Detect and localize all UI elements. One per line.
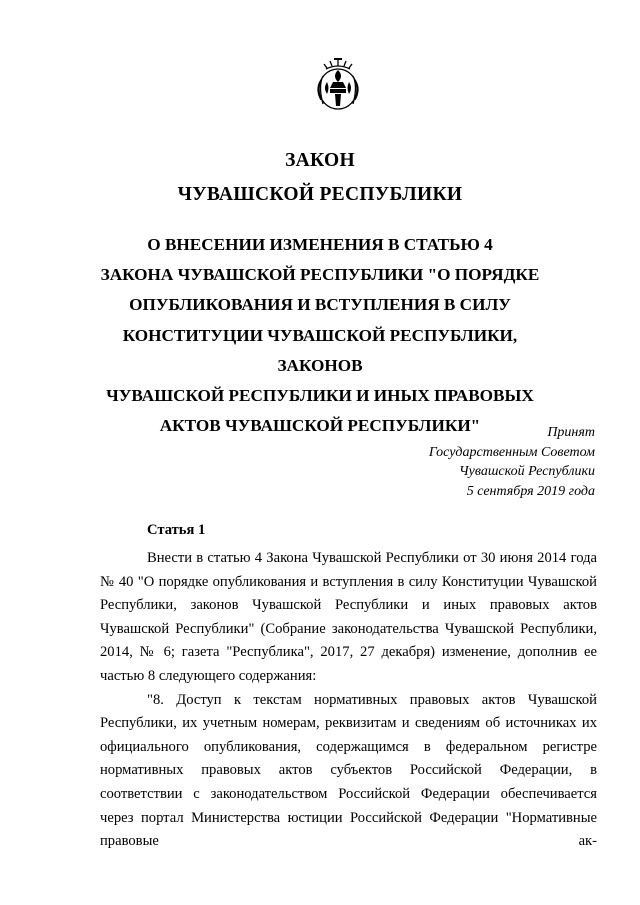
subtitle-line: О ВНЕСЕНИИ ИЗМЕНЕНИЯ В СТАТЬЮ 4: [147, 235, 493, 254]
law-title: ЗАКОН: [285, 150, 355, 171]
article-paragraph: "8. Доступ к текстам нормативных правовых актов Чувашской Республики, их учетным номерам, реквизитам и сведениям об источниках их официального опубликования, содержащимся в федеральном регистре нормативных правовых актов субъектов Российской Федерации, в соответствии с законодательством Российской Федерации обеспечивается через портал Министерства юстиции Российской Федерации "Нормативные правовые ак-: [100, 691, 597, 850]
subtitle-line: КОНСТИТУЦИИ ЧУВАШСКОЙ РЕСПУБЛИКИ, ЗАКОНОВ: [122, 325, 518, 375]
article-paragraph: Внести в статью 4 Закона Чувашской Республики от 30 июня 2014 года № 40 "О порядке опубликования и вступления в силу Конституции Чувашской Республики, законов Чувашской Республики и иных правовых актов Чувашской Республики" (Собрание законодательства Чувашской Республики, 2014, № 6; газета "Республика", 2017, 27 декабря) изменение, дополнив ее частью 8 следующего содержания:: [100, 550, 597, 684]
adoption-body: Государственным Советом: [428, 444, 595, 460]
law-subtitle: [96, 230, 544, 441]
adoption-republic: Чувашской Республики: [459, 464, 595, 479]
subtitle-line: ЗАКОНА ЧУВАШСКОЙ РЕСПУБЛИКИ "О ПОРЯДКЕ: [100, 265, 540, 285]
article-heading: Статья 1: [147, 522, 206, 538]
subtitle-line: ЧУВАШСКОЙ РЕСПУБЛИКИ И ИНЫХ ПРАВОВЫХ: [106, 386, 534, 406]
subtitle-line: АКТОВ ЧУВАШСКОЙ РЕСПУБЛИКИ": [159, 416, 481, 436]
subtitle-line: ОПУБЛИКОВАНИЯ И ВСТУПЛЕНИЯ В СИЛУ: [129, 295, 511, 315]
chuvash-emblem-icon: [313, 56, 363, 112]
adoption-block: [400, 423, 595, 501]
law-title-republic: ЧУВАШСКОЙ РЕСПУБЛИКИ: [177, 184, 463, 205]
adoption-accepted: Принят: [547, 425, 595, 440]
adoption-date: 5 сентября 2019 года: [466, 483, 595, 499]
article-body: [100, 547, 597, 854]
